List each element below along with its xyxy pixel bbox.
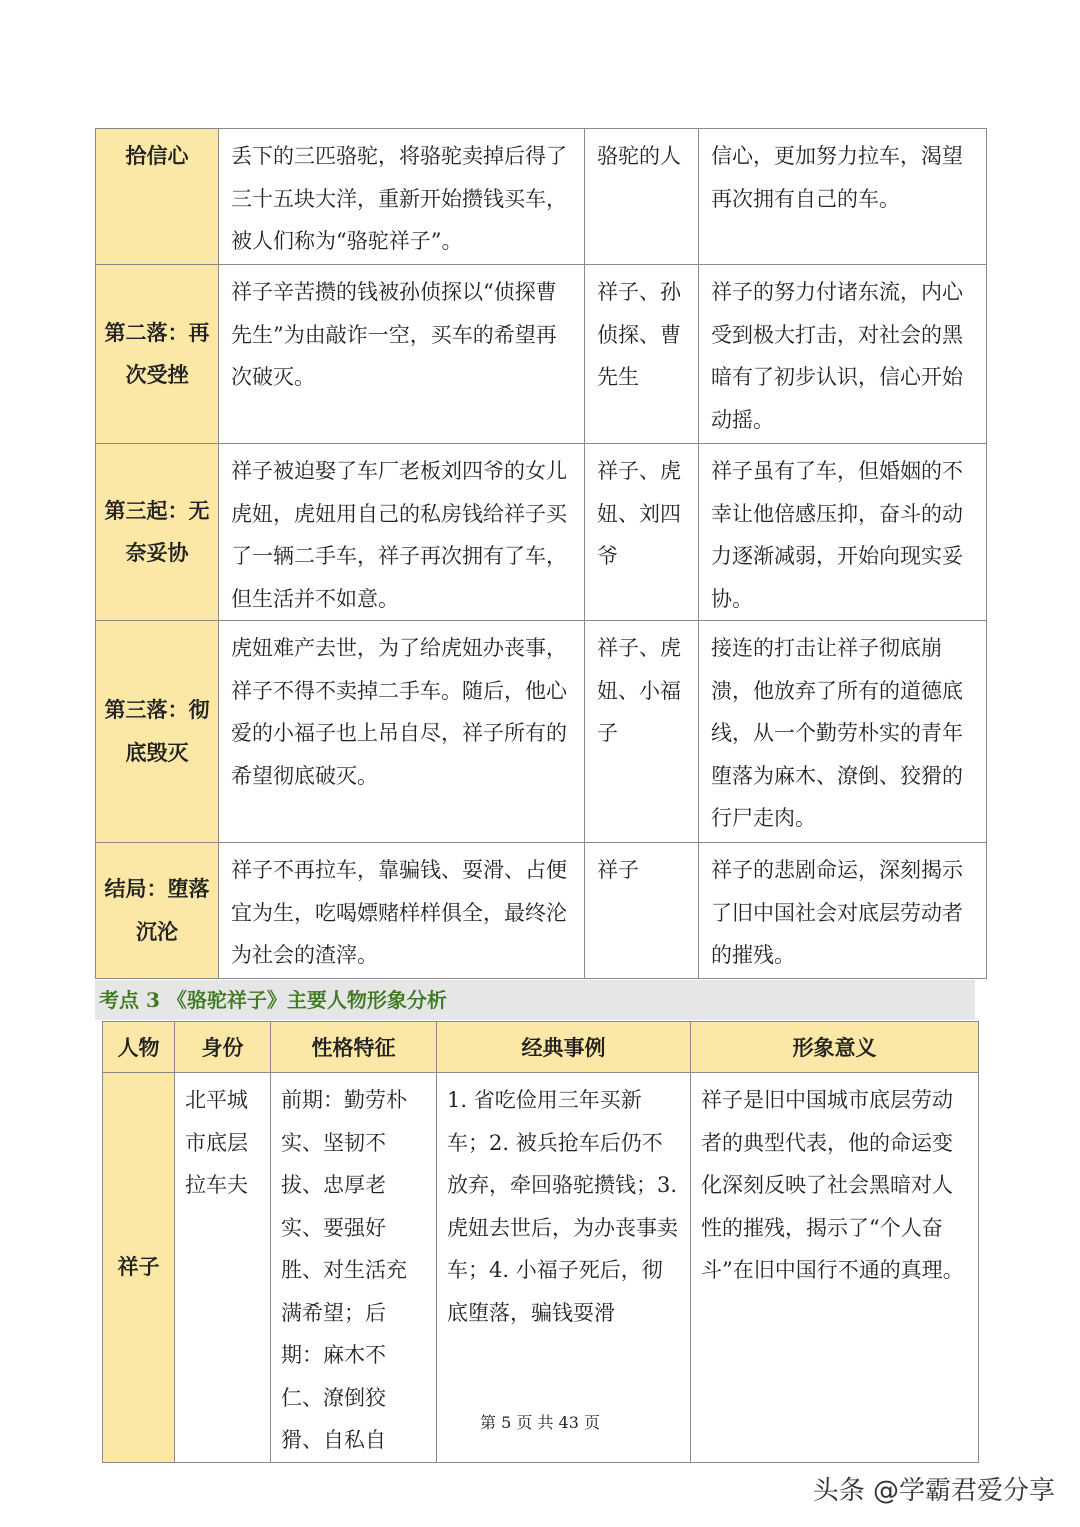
identity-cell: 北平城市底层拉车夫 — [175, 1073, 271, 1463]
people-cell: 骆驼的人 — [585, 129, 699, 265]
meaning-cell: 信心，更加努力拉车，渴望再次拥有自己的车。 — [699, 129, 987, 265]
stage-cell: 第三落：彻底毁灭 — [96, 621, 219, 843]
people-cell: 祥子 — [585, 843, 699, 979]
header-name: 人物 — [103, 1022, 175, 1073]
header-traits: 性格特征 — [271, 1022, 437, 1073]
stage-cell: 第二落：再次受挫 — [96, 265, 219, 444]
people-cell: 祥子、孙侦探、曹先生 — [585, 265, 699, 444]
header-identity: 身份 — [175, 1022, 271, 1073]
stage-cell: 拾信心 — [96, 129, 219, 265]
people-cell: 祥子、虎妞、刘四爷 — [585, 444, 699, 621]
character-analysis-table — [102, 1021, 979, 1463]
significance-cell: 祥子是旧中国城市底层劳动者的典型代表，他的命运变化深刻反映了社会黑暗对人性的摧残，揭示了“个人奋斗”在旧中国行不通的真理。 — [691, 1073, 979, 1463]
table-row — [96, 621, 987, 843]
header-significance: 形象意义 — [691, 1022, 979, 1073]
character-name-cell: 祥子 — [103, 1073, 175, 1463]
stage-cell: 第三起：无奈妥协 — [96, 444, 219, 621]
page-number: 第 5 页 共 43 页 — [480, 1413, 600, 1432]
events-cell: 1. 省吃俭用三年买新车；2. 被兵抢车后仍不放弃，牵回骆驼攒钱；3. 虎妞去世后，为办丧事卖车；4. 小福子死后，彻底堕落，骗钱耍滑 — [437, 1073, 691, 1463]
header-row — [103, 1022, 979, 1073]
table-row — [96, 444, 987, 621]
table-row — [96, 129, 987, 265]
meaning-cell: 祥子的努力付诸东流，内心受到极大打击，对社会的黑暗有了初步认识，信心开始动摇。 — [699, 265, 987, 444]
meaning-cell: 祥子的悲剧命运，深刻揭示了旧中国社会对底层劳动者的摧残。 — [699, 843, 987, 979]
stage-cell: 结局：堕落沉沦 — [96, 843, 219, 979]
content-cell: 虎妞难产去世，为了给虎妞办丧事，祥子不得不卖掉二手车。随后，他心爱的小福子也上吊自尽，祥子所有的希望彻底破灭。 — [219, 621, 585, 843]
content-cell: 祥子辛苦攒的钱被孙侦探以“侦探曹先生”为由敲诈一空，买车的希望再次破灭。 — [219, 265, 585, 444]
watermark-text: 头条 @学霸君爱分享 — [812, 1476, 1055, 1506]
meaning-cell: 祥子虽有了车，但婚姻的不幸让他倍感压抑，奋斗的动力逐渐减弱，开始向现实妥协。 — [699, 444, 987, 621]
section-heading: 考点 3 《骆驼祥子》主要人物形象分析 — [95, 980, 975, 1020]
plot-summary-table — [95, 128, 987, 979]
content-cell: 丢下的三匹骆驼，将骆驼卖掉后得了三十五块大洋，重新开始攒钱买车，被人们称为“骆驼祥子”。 — [219, 129, 585, 265]
meaning-cell: 接连的打击让祥子彻底崩溃，他放弃了所有的道德底线，从一个勤劳朴实的青年堕落为麻木、潦倒、狡猾的行尸走肉。 — [699, 621, 987, 843]
header-events: 经典事例 — [437, 1022, 691, 1073]
content-cell: 祥子被迫娶了车厂老板刘四爷的女儿虎妞，虎妞用自己的私房钱给祥子买了一辆二手车，祥子再次拥有了车，但生活并不如意。 — [219, 444, 585, 621]
content-cell: 祥子不再拉车，靠骗钱、耍滑、占便宜为生，吃喝嫖赌样样俱全，最终沦为社会的渣滓。 — [219, 843, 585, 979]
table-row — [96, 843, 987, 979]
people-cell: 祥子、虎妞、小福子 — [585, 621, 699, 843]
traits-cell: 前期：勤劳朴实、坚韧不拔、忠厚老实、要强好胜、对生活充满希望；后期：麻木不仁、潦倒狡猾、自私自 — [271, 1073, 437, 1463]
table-row — [96, 265, 987, 444]
table-row — [103, 1073, 979, 1463]
